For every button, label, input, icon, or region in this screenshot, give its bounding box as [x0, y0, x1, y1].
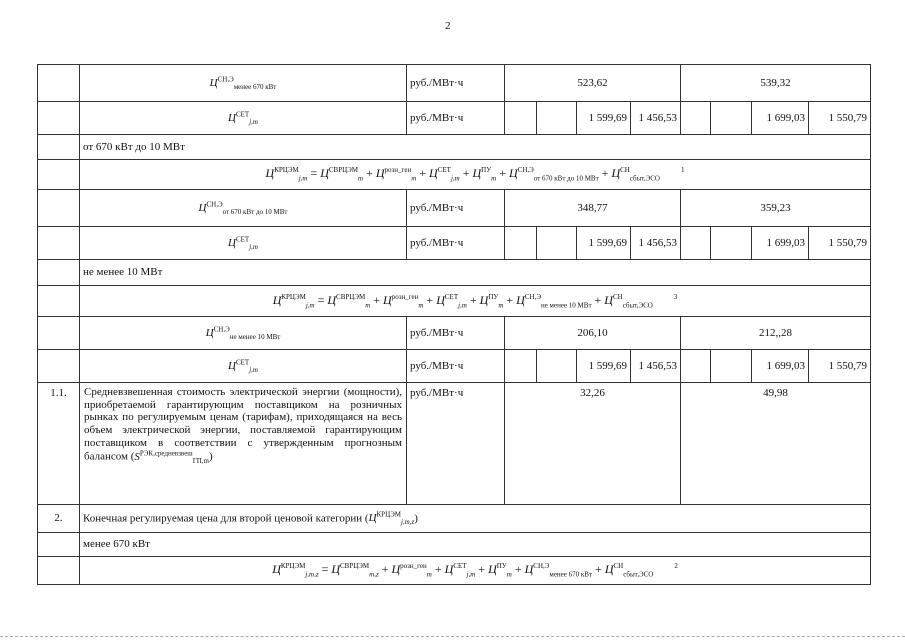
footnote-marker: 3 [673, 292, 678, 301]
section-heading: от 670 кВт до 10 МВт [80, 135, 871, 160]
item-number: 1.1. [38, 383, 80, 505]
price-symbol-set: $Ц^{СЕТ}_{j,m}$ [228, 110, 258, 126]
value-cell: 1 699,03 [752, 102, 809, 135]
value-cell: 1 699,03 [752, 350, 809, 383]
table-row [38, 260, 871, 286]
unit-cell: руб./МВт·ч [407, 317, 505, 350]
table-row [38, 350, 871, 383]
unit-cell: руб./МВт·ч [407, 383, 505, 505]
table-row [38, 286, 871, 317]
unit-cell: руб./МВт·ч [407, 190, 505, 227]
value-cell: 1 550,79 [809, 102, 871, 135]
item-description: Конечная регулируемая цена для второй ценовой категории $(Ц^{КРЦЭМ}_{j,m,z})$ [80, 505, 871, 533]
value-cell: 32,26 [505, 383, 681, 505]
value-cell: 206,10 [505, 317, 681, 350]
item-number: 2. [38, 505, 80, 533]
value-cell: 359,23 [681, 190, 871, 227]
value-cell: 49,98 [681, 383, 871, 505]
table-row [38, 190, 871, 227]
value-cell: 1 599,69 [577, 102, 631, 135]
value-cell: 1 456,53 [631, 350, 681, 383]
table-row [38, 557, 871, 585]
formula-mid: $Ц^{КРЦЭМ}_{j,m} = Ц^{СВРЦЭМ}_m + Ц^{розн\_ген}_m + Ц^{СЕТ}_{j,m} + Ц^{ПУ}_m + Ц^{СН,Э}_{от 670 кВт до 10 МВт} + Ц^{СН}_{сбыт,ЭСО}$ $^1$ [80, 160, 871, 190]
value-cell: 1 550,79 [809, 350, 871, 383]
footnote-marker: 1 [680, 166, 685, 175]
value-cell: 1 699,03 [752, 227, 809, 260]
table-row [38, 135, 871, 160]
footnote-marker: 2 [674, 562, 678, 571]
value-cell: 348,77 [505, 190, 681, 227]
table-row [38, 102, 871, 135]
tariff-table [37, 64, 871, 585]
value-cell: 1 550,79 [809, 227, 871, 260]
table-row [38, 533, 871, 557]
price-symbol-sn-ge10: $Ц^{СН,Э}_{не менее 10 МВт}$ [205, 325, 281, 341]
table-row [38, 317, 871, 350]
formula-lt670: $Ц^{КРЦЭМ}_{j,m,z} = Ц^{СВРЦЭМ}_{m,z} + Ц^{розн\_ген}_m + Ц^{СЕТ}_{j,m} + Ц^{ПУ}_m + Ц^{СН,Э}_{менее 670 кВт} + Ц^{СН}_{сбыт,ЭСО}$ $^2$ [80, 557, 871, 585]
price-symbol-sn-mid: $Ц^{СН,Э}_{от 670 кВт до 10 МВт}$ [198, 200, 288, 216]
unit-cell: руб./МВт·ч [407, 350, 505, 383]
section-heading: не менее 10 МВт [80, 260, 871, 286]
item-description: Средневзвешенная стоимость электрической энергии (мощности), приобретаемой гарантирующим поставщиком на розничных рынках по регулируемым ценам (тарифам), приходящаяся на весь объем электрической энергии, поставляемой гарантирующим поставщиком в соответствии с утвержденным прогнозным балансом $(S^{РЭК,средневзвеш}_{ГП,m})$ [80, 383, 407, 505]
value-cell: 539,32 [681, 65, 871, 102]
table-row [38, 383, 871, 505]
table-row [38, 160, 871, 190]
table-row [38, 505, 871, 533]
unit-cell: руб./МВт·ч [407, 227, 505, 260]
price-symbol-sn-lt670: $Ц^{СН,Э}_{менее 670 кВт}$ [209, 75, 277, 91]
value-cell: 1 599,69 [577, 350, 631, 383]
table-row [38, 65, 871, 102]
page-number: 2 [445, 20, 451, 32]
unit-cell: руб./МВт·ч [407, 65, 505, 102]
value-cell: 1 599,69 [577, 227, 631, 260]
table-row [38, 227, 871, 260]
page-bottom-edge [0, 636, 905, 638]
value-cell: 1 456,53 [631, 227, 681, 260]
value-cell: 523,62 [505, 65, 681, 102]
unit-cell: руб./МВт·ч [407, 102, 505, 135]
value-cell: 1 456,53 [631, 102, 681, 135]
formula-ge10: $Ц^{КРЦЭМ}_{j,m} = Ц^{СВРЦЭМ}_m + Ц^{розн\_ген}_m + Ц^{СЕТ}_{j,m} + Ц^{ПУ}_m + Ц^{СН,Э}_{не менее 10 МВт} + Ц^{СН}_{сбыт,ЭСО}$ $^3$ [80, 286, 871, 317]
price-symbol-set: $Ц^{СЕТ}_{j,m}$ [228, 235, 258, 251]
value-cell: 212,,28 [681, 317, 871, 350]
section-heading: менее 670 кВт [80, 533, 871, 557]
price-symbol-set: $Ц^{СЕТ}_{j,m}$ [228, 358, 258, 374]
